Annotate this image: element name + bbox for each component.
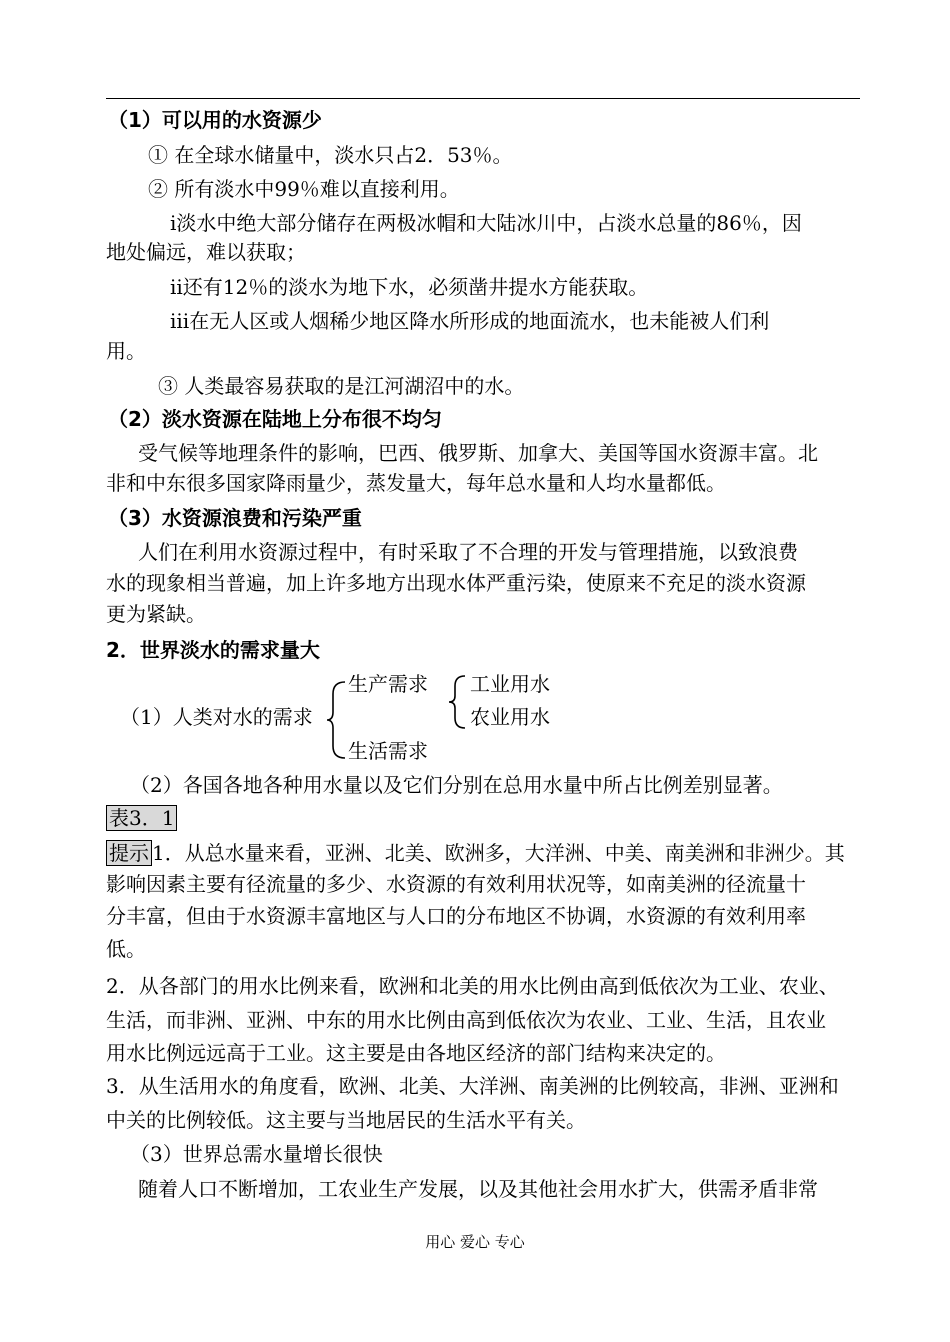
hint-label: 提示 [106, 840, 152, 866]
paragraph-line: 中关的比例较低。这主要与当地居民的生活水平有关。 [106, 1108, 586, 1132]
paragraph-line: ② 所有淡水中99％难以直接利用。 [148, 177, 460, 201]
tree-root: （1）人类对水的需求 [120, 705, 313, 729]
tree-leaf-agriculture: 农业用水 [470, 705, 550, 729]
paragraph-line: （2）各国各地各种用水量以及它们分别在总用水量中所占比例差别显著。 [130, 773, 783, 797]
paragraph-line: 用。 [106, 339, 146, 363]
tree-leaf-industry: 工业用水 [470, 672, 550, 696]
header-rule [106, 98, 860, 99]
section-heading-4: 2．世界淡水的需求量大 [106, 638, 320, 662]
brace-left-icon [325, 680, 347, 760]
section-heading-1: （1）可以用的水资源少 [108, 108, 322, 132]
paragraph-line: 影响因素主要有径流量的多少、水资源的有效利用状况等，如南美洲的径流量十 [106, 872, 806, 896]
paragraph-line: 更为紧缺。 [106, 602, 206, 626]
tree-branch-production: 生产需求 [348, 672, 428, 696]
paragraph-line: 非和中东很多国家降雨量少，蒸发量大，每年总水量和人均水量都低。 [106, 471, 726, 495]
paragraph-line: 随着人口不断增加，工农业生产发展，以及其他社会用水扩大，供需矛盾非常 [138, 1177, 818, 1201]
paragraph-line: 人们在利用水资源过程中，有时采取了不合理的开发与管理措施，以致浪费 [138, 540, 798, 564]
paragraph-line: ⅲ在无人区或人烟稀少地区降水所形成的地面流水，也未能被人们利 [170, 309, 770, 333]
paragraph-line: 地处偏远，难以获取； [106, 240, 306, 264]
paragraph-line: 低。 [106, 937, 146, 961]
page-footer: 用心 爱心 专心 [425, 1233, 525, 1251]
brace-right-icon [447, 674, 467, 730]
paragraph-line: ③ 人类最容易获取的是江河湖沼中的水。 [158, 374, 525, 398]
paragraph-line: 水的现象相当普遍，加上许多地方出现水体严重污染，使原来不充足的淡水资源 [106, 571, 806, 595]
paragraph-line: 生活，而非洲、亚洲、中东的用水比例由高到低依次为农业、工业、生活，且农业 [106, 1008, 826, 1032]
tree-branch-living: 生活需求 [348, 739, 428, 763]
hint-text: 1．从总水量来看，亚洲、北美、欧洲多，大洋洲、中美、南美洲和非洲少。其 [152, 841, 845, 865]
paragraph-line: 用水比例远远高于工业。这主要是由各地区经济的部门结构来决定的。 [106, 1041, 726, 1065]
section-heading-3: （3）水资源浪费和污染严重 [108, 506, 362, 530]
section-heading-2: （2）淡水资源在陆地上分布很不均匀 [108, 407, 442, 431]
table-reference-label: 表3．1 [106, 805, 177, 831]
paragraph-line: 3．从生活用水的角度看，欧洲、北美、大洋洲、南美洲的比例较高，非洲、亚洲和 [106, 1074, 839, 1098]
paragraph-line: ① 在全球水储量中，淡水只占2．53％。 [148, 143, 513, 167]
paragraph-line: ⅱ还有12％的淡水为地下水，必须凿井提水方能获取。 [170, 275, 649, 299]
paragraph-line: （3）世界总需水量增长很快 [130, 1142, 383, 1166]
paragraph-line: ⅰ淡水中绝大部分储存在两极冰帽和大陆冰川中，占淡水总量的86％，因 [170, 211, 802, 235]
paragraph-line: 受气候等地理条件的影响，巴西、俄罗斯、加拿大、美国等国水资源丰富。北 [138, 441, 818, 465]
hint-line [106, 839, 845, 867]
table-reference [106, 804, 177, 832]
paragraph-line: 分丰富，但由于水资源丰富地区与人口的分布地区不协调，水资源的有效利用率 [106, 904, 806, 928]
paragraph-line: 2．从各部门的用水比例来看，欧洲和北美的用水比例由高到低依次为工业、农业、 [106, 974, 839, 998]
